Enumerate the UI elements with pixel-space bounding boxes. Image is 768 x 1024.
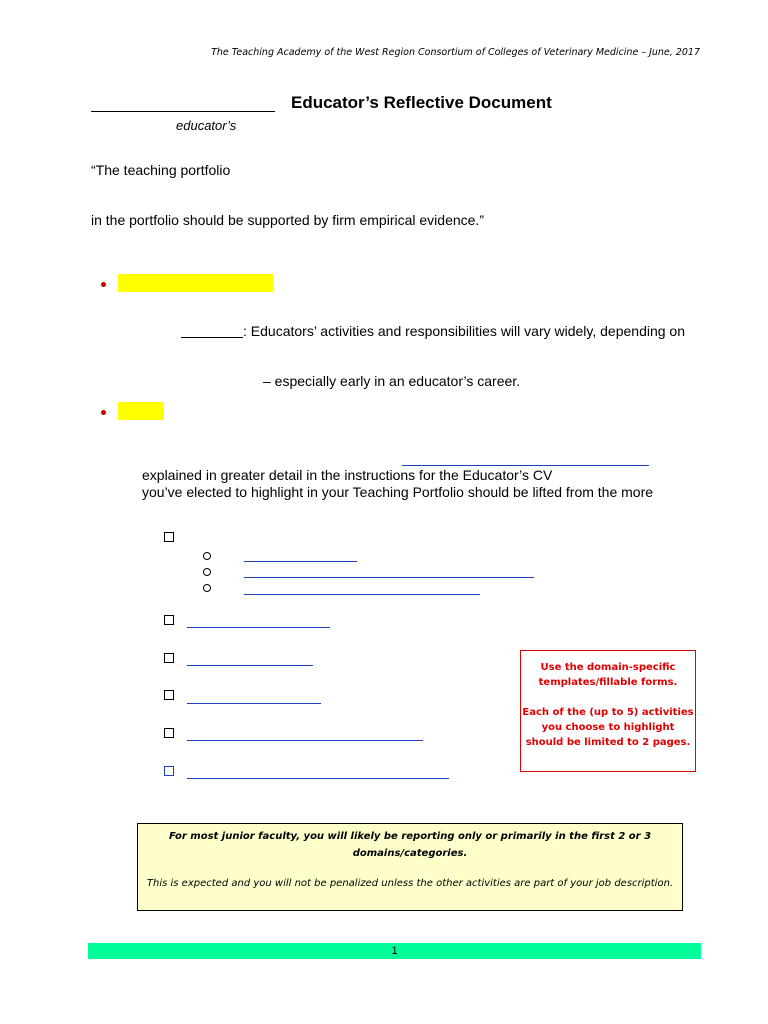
checkbox[interactable]	[164, 766, 174, 776]
item-link[interactable]	[187, 703, 321, 704]
blank-line[interactable]	[181, 337, 243, 338]
header-note: The Teaching Academy of the West Region Consortium of Colleges of Veterinary Medicine – June, 2017	[211, 47, 700, 58]
item-link[interactable]	[187, 740, 423, 741]
sub-item-link[interactable]	[244, 561, 357, 562]
sub-item-link[interactable]	[244, 577, 534, 578]
checkbox[interactable]	[164, 728, 174, 738]
note-line: domains/categories.	[352, 848, 468, 859]
note-line: For most junior faculty, you will likely be reporting only or primarily in the first 2 or 3	[168, 831, 652, 842]
checkbox[interactable]	[164, 653, 174, 663]
educator-name-caption: educator’s	[176, 118, 237, 133]
templates-callout	[520, 650, 696, 772]
highlighted-heading	[118, 402, 164, 420]
item-link[interactable]	[187, 627, 330, 628]
bullet-dot	[101, 282, 106, 287]
circle-bullet	[203, 584, 211, 592]
educator-cv-link[interactable]	[402, 465, 649, 466]
callout-line: Each of the (up to 5) activities	[522, 707, 694, 718]
callout-line: templates/fillable forms.	[538, 677, 678, 688]
cv-line-1: explained in greater detail in the instructions for the Educator’s CV	[142, 467, 553, 483]
cv-line-2: you’ve elected to highlight in your Teaching Portfolio should be lifted from the more	[142, 484, 654, 500]
document-title: Educator’s Reflective Document	[291, 93, 552, 112]
note-line-2: – especially early in an educator’s career.	[263, 373, 521, 389]
sub-item-link[interactable]	[244, 594, 480, 595]
callout-line: you choose to highlight	[541, 722, 675, 733]
item-link[interactable]	[187, 665, 313, 666]
circle-bullet	[203, 552, 211, 560]
page-number: 1	[391, 945, 398, 957]
quote-line-2: in the portfolio should be supported by firm empirical evidence.”	[91, 212, 484, 228]
circle-bullet	[203, 568, 211, 576]
checkbox[interactable]	[164, 615, 174, 625]
item-link[interactable]	[187, 778, 449, 779]
bullet-dot	[101, 410, 106, 415]
junior-faculty-note	[137, 823, 683, 911]
callout-line: Use the domain-specific	[540, 662, 676, 673]
callout-line: should be limited to 2 pages.	[525, 737, 691, 748]
checkbox[interactable]	[164, 690, 174, 700]
quote-line-1: “The teaching portfolio	[91, 162, 231, 178]
educator-name-line[interactable]	[91, 111, 275, 112]
checkbox[interactable]	[164, 532, 174, 542]
page-number-bar	[88, 943, 701, 959]
note-line: This is expected and you will not be penalized unless the other activities are part of your job description.	[146, 878, 674, 889]
highlighted-heading	[118, 274, 273, 292]
note-line-1: : Educators’ activities and responsibilities will vary widely, depending on	[243, 323, 685, 339]
